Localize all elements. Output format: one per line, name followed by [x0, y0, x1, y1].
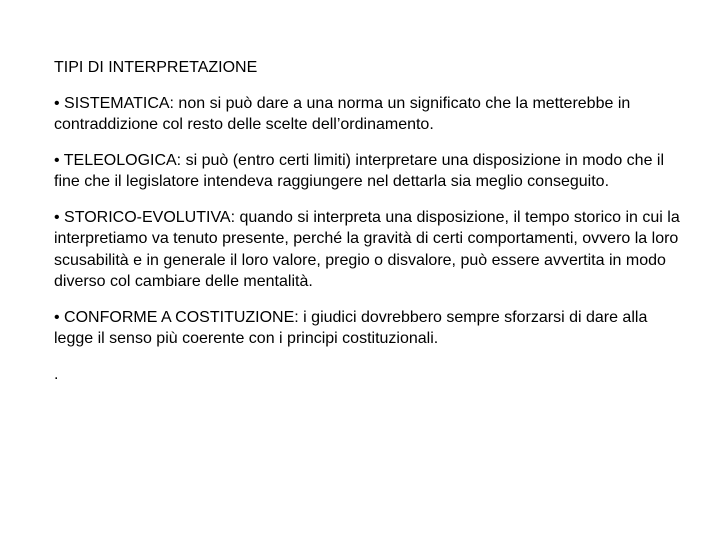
slide-title: TIPI DI INTERPRETAZIONE	[54, 59, 258, 76]
trailing-period: .	[54, 365, 59, 383]
interpretation-type-sistematica: • SISTEMATICA: non si può dare a una norma un significato che la metterebbe in contraddizione col resto delle scelte dell’ordinamento.	[54, 94, 631, 133]
slide-content	[54, 57, 684, 385]
interpretation-type-conforme-costituzione: • CONFORME A COSTITUZIONE: i giudici dovrebbero sempre sforzarsi di dare alla legge il senso più coerente con i principi costituzionali.	[54, 308, 648, 347]
interpretation-type-storico-evolutiva: • STORICO-EVOLUTIVA: quando si interpreta una disposizione, il tempo storico in cui la interpretiamo va tenuto presente, perché la gravità di certi comportamenti, ovvero la loro scusabilità e in generale il loro valore, pregio o disvalore, può essere avvertita in modo diverso col cambiare delle mentalità.	[54, 208, 680, 290]
interpretation-type-teleologica: • TELEOLOGICA: si può (entro certi limiti) interpretare una disposizione in modo che il fine che il legislatore intendeva raggiungere nel dettarla sia meglio conseguito.	[54, 151, 665, 190]
